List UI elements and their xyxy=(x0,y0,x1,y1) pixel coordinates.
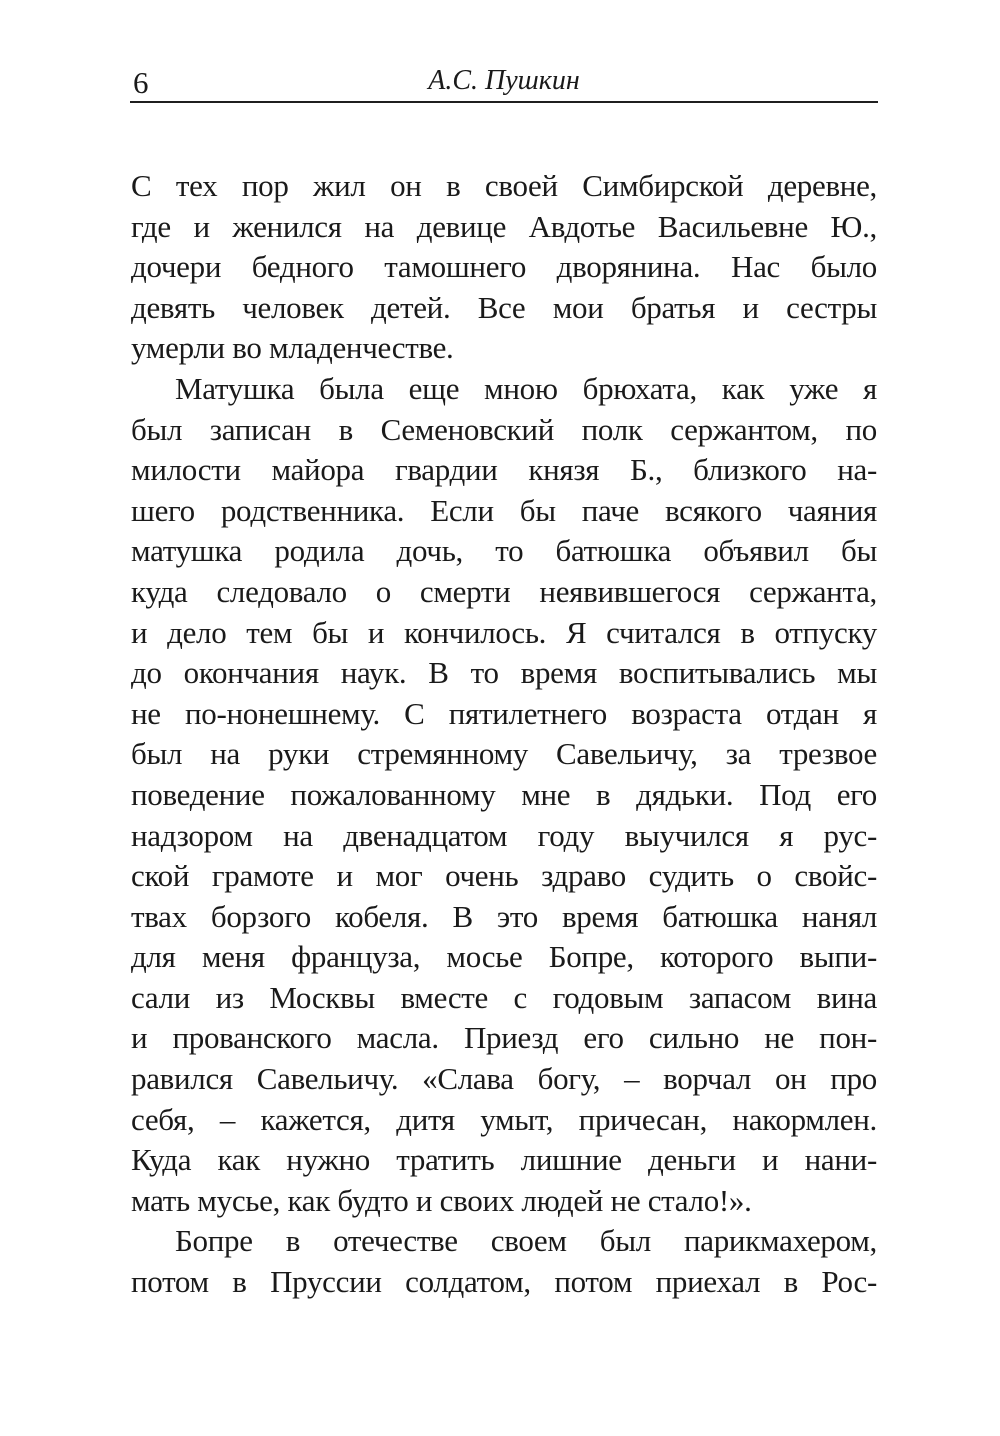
text-line: где и женился на девице Авдотье Васильевне Ю., xyxy=(131,208,877,244)
text-line: мать мусье, как будто и своих людей не стало!». xyxy=(131,1182,752,1218)
text-line: был записан в Семеновский полк сержантом, по xyxy=(131,411,877,447)
text-line: сали из Москвы вместе с годовым запасом вина xyxy=(131,979,877,1015)
text-line: надзором на двенадцатом году выучился я рус- xyxy=(131,817,877,853)
text-line: куда следовало о смерти неявившегося сержанта, xyxy=(131,573,877,609)
text-line: потом в Пруссии солдатом, потом приехал в Рос- xyxy=(131,1264,877,1300)
text-line: милости майора гвардии князя Б., близкого на- xyxy=(131,452,877,488)
text-line: шего родственника. Если бы паче всякого чаяния xyxy=(131,492,877,528)
text-line: для меня француза, мосье Бопре, которого выпи- xyxy=(131,939,877,975)
text-line: себя, – кажется, дитя умыт, причесан, накормлен. xyxy=(131,1101,877,1137)
text-line: девять человек детей. Все мои братья и сестры xyxy=(131,289,877,325)
page-number: 6 xyxy=(133,65,149,100)
text-line: не по-нонешнему. С пятилетнего возраста отдан я xyxy=(131,695,877,731)
text-line: и прованского масла. Приезд его сильно не пон- xyxy=(131,1020,877,1056)
text-line: матушка родила дочь, то батюшка объявил бы xyxy=(131,533,877,569)
header-rule xyxy=(130,101,878,103)
body-text xyxy=(131,166,877,1303)
text-line: и дело тем бы и кончилось. Я считался в отпуску xyxy=(131,614,877,650)
text-line: ской грамоте и мог очень здраво судить о свойс- xyxy=(131,858,877,894)
text-line: был на руки стремянному Савельичу, за трезвое xyxy=(131,736,877,772)
running-header xyxy=(131,64,877,100)
text-line: Бопре в отечестве своем был парикмахером, xyxy=(175,1223,877,1259)
text-line: умерли во младенчестве. xyxy=(131,330,454,366)
text-line: Куда как нужно тратить лишние деньги и нани- xyxy=(131,1142,877,1178)
text-line: равился Савельичу. «Слава богу, – ворчал он про xyxy=(131,1061,877,1097)
text-line: С тех пор жил он в своей Симбирской деревне, xyxy=(131,168,877,203)
text-line: поведение пожалованному мне в дядьки. Под его xyxy=(131,776,877,812)
text-line: Матушка была еще мною брюхата, как уже я xyxy=(175,370,877,406)
text-line: до окончания наук. В то время воспитывались мы xyxy=(131,655,877,691)
header-author-title: А.С. Пушкин xyxy=(428,65,580,96)
text-line: дочери бедного тамошнего дворянина. Нас было xyxy=(131,249,877,285)
text-line: твах борзого кобеля. В это время батюшка нанял xyxy=(131,898,877,934)
